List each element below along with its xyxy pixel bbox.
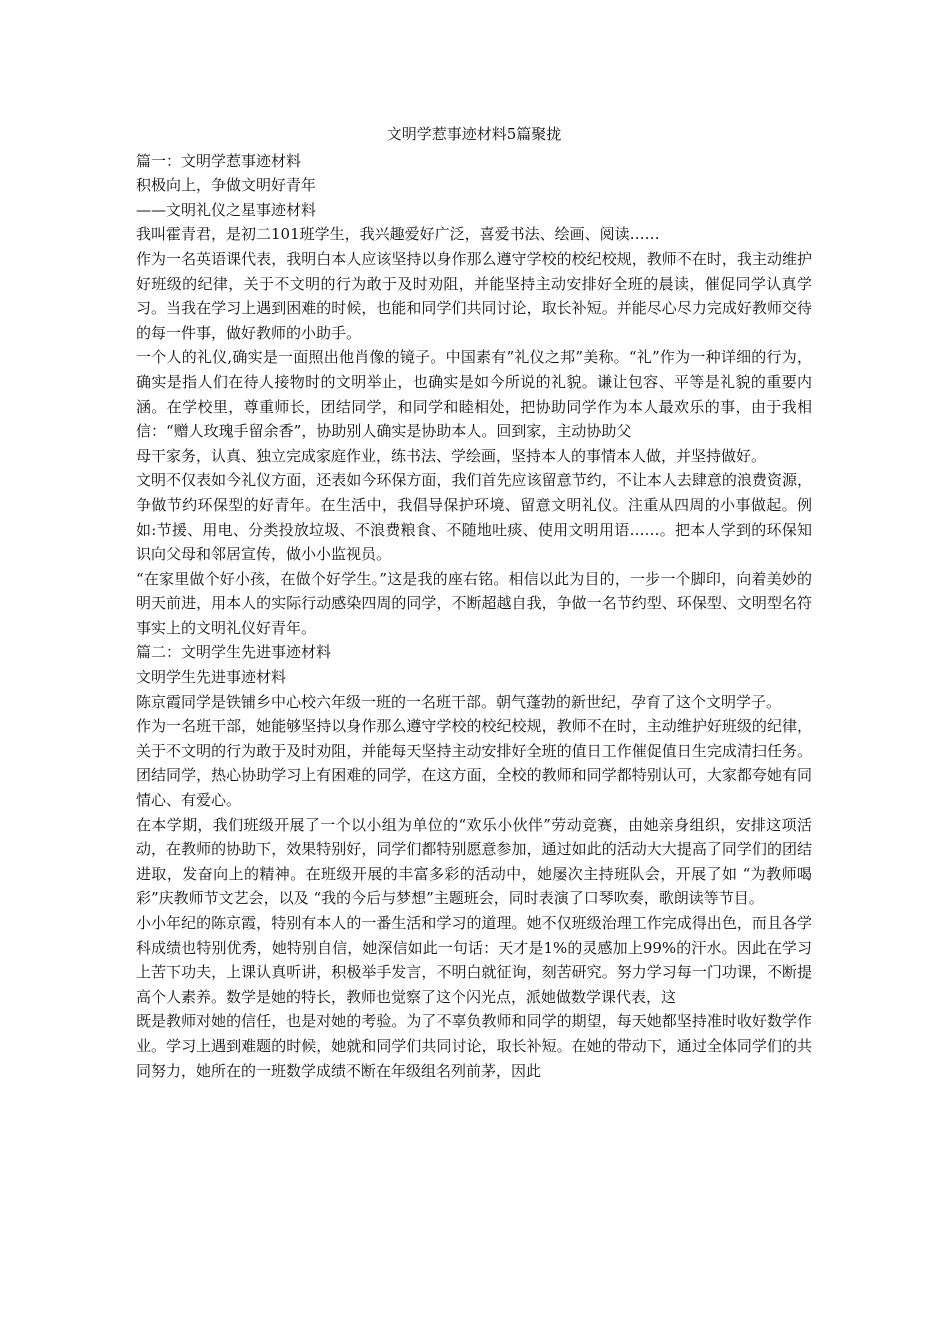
document-title: 文明学惹事迹材料5篇聚拢 bbox=[386, 125, 562, 143]
paragraph: 作为一名班干部，她能够坚持以身作那么遵守学校的校纪校规，教师不在时，主动维护好班级的纪律，关于不文明的行为敢于及时劝阻，并能每天坚持主动安排好全班的值日工作催促值日生完成清扫任务。团结同学，热心协助学习上有困难的同学，在这方面，全校的教师和同学都特别认可，大家都夸她有同情心、有爱心。 bbox=[136, 717, 812, 810]
paragraph: 篇一：文明学惹事迹材料 bbox=[136, 151, 302, 170]
paragraph: 小小年纪的陈京霞，特别有本人的一番生活和学习的道理。她不仅班级治理工作完成得出色，而且各学科成绩也特别优秀，她特别自信，她深信如此一句话：天才是1%的灵感加上99%的汗水。因此在学习上苦下功夫，上课认真听讲，积极举手发言，不明白就征询，刻苦研究。努力学习每一门功课，不断提高个人素养。数学是她的特长，教师也觉察了这个闪光点，派她做数学课代表，这 bbox=[136, 914, 812, 1006]
paragraph: 在本学期，我们班级开展了一个以小组为单位的“欢乐小伙伴”劳动竞赛，由她亲身组织，安排这项活动，在教师的协助下，效果特别好，同学们都特别愿意参加，通过如此的活动大大提高了同学们的团结进取，发奋向上的精神。在班级开展的丰富多彩的活动中，她屡次主持班队会，开展了如 “为教师喝彩”庆教师节文艺会，以及 “我的今后与梦想”主题班会，同时表演了口琴吹奏，歌朗读等节目。 bbox=[136, 815, 812, 908]
paragraph: ——文明礼仪之星事迹材料 bbox=[136, 200, 317, 219]
paragraph: 母干家务，认真、独立完成家庭作业，练书法、学绘画，坚持本人的事情本人做，并坚持做好。 bbox=[136, 446, 767, 465]
paragraph: 一个人的礼仪,确实是一面照出他肖像的镜子。中国素有”礼仪之邦”美称。“礼”作为一种详细的行为，确实是指人们在待人接物时的文明举止，也确实是如今所说的礼貌。谦让包容、平等是礼貌的重要内涵。在学校里，尊重师长，团结同学，和同学和睦相处，把协助同学作为本人最欢乐的事，由于我相信：“赠人玫瑰手留余香”，协助别人确实是协助本人。回到家，主动协助父 bbox=[136, 348, 812, 441]
paragraph: 篇二：文明学生先进事迹材料 bbox=[136, 643, 332, 662]
document-page bbox=[136, 122, 812, 1083]
paragraph: 积极向上，争做文明好青年 bbox=[136, 176, 317, 195]
paragraph: 文明学生先进事迹材料 bbox=[136, 668, 287, 687]
paragraph: 既是教师对她的信任，也是对她的考验。为了不辜负教师和同学的期望，每天她都坚持准时收好数学作业。学习上遇到难题的时候，她就和同学们共同讨论，取长补短。在她的带动下，通过全体同学们的共同努力，她所在的一班数学成绩不断在年级组名列前茅，因此 bbox=[136, 1012, 812, 1080]
paragraph: 我叫霍青君，是初二101班学生，我兴趣爱好广泛，喜爱书法、绘画、阅读…… bbox=[136, 225, 660, 244]
paragraph: 作为一名英语课代表，我明白本人应该坚持以身作那么遵守学校的校纪校规，教师不在时，我主动维护好班级的纪律，关于不文明的行为敢于及时劝阻，并能坚持主动安排好全班的晨读，催促同学认真学习。当我在学习上遇到困难的时候，也能和同学们共同讨论，取长补短。并能尽心尽力完成好教师交待的每一件事，做好教师的小助手。 bbox=[136, 249, 812, 342]
paragraph: 陈京霞同学是铁铺乡中心校六年级一班的一名班干部。朝气蓬勃的新世纪，孕育了这个文明学子。 bbox=[136, 692, 782, 711]
paragraph: 文明不仅表如今礼仪方面，还表如今环保方面，我们首先应该留意节约，不让本人去肆意的浪费资源，争做节约环保型的好青年。在生活中，我倡导保护环境、留意文明礼仪。注重从四周的小事做起。例如:节援、用电、分类投放垃圾、不浪费粮食、不随地吐痰、使用文明用语……。把本人学到的环保知识向父母和邻居宣传，做小小监视员。 bbox=[136, 471, 812, 564]
paragraph: “在家里做个好小孩，在做个好学生。”这是我的座右铭。相信以此为目的，一步一个脚印，向着美妙的明天前进，用本人的实际行动感染四周的同学，不断超越自我，争做一名节约型、环保型、文明型名符事实上的文明礼仪好青年。 bbox=[136, 569, 812, 637]
